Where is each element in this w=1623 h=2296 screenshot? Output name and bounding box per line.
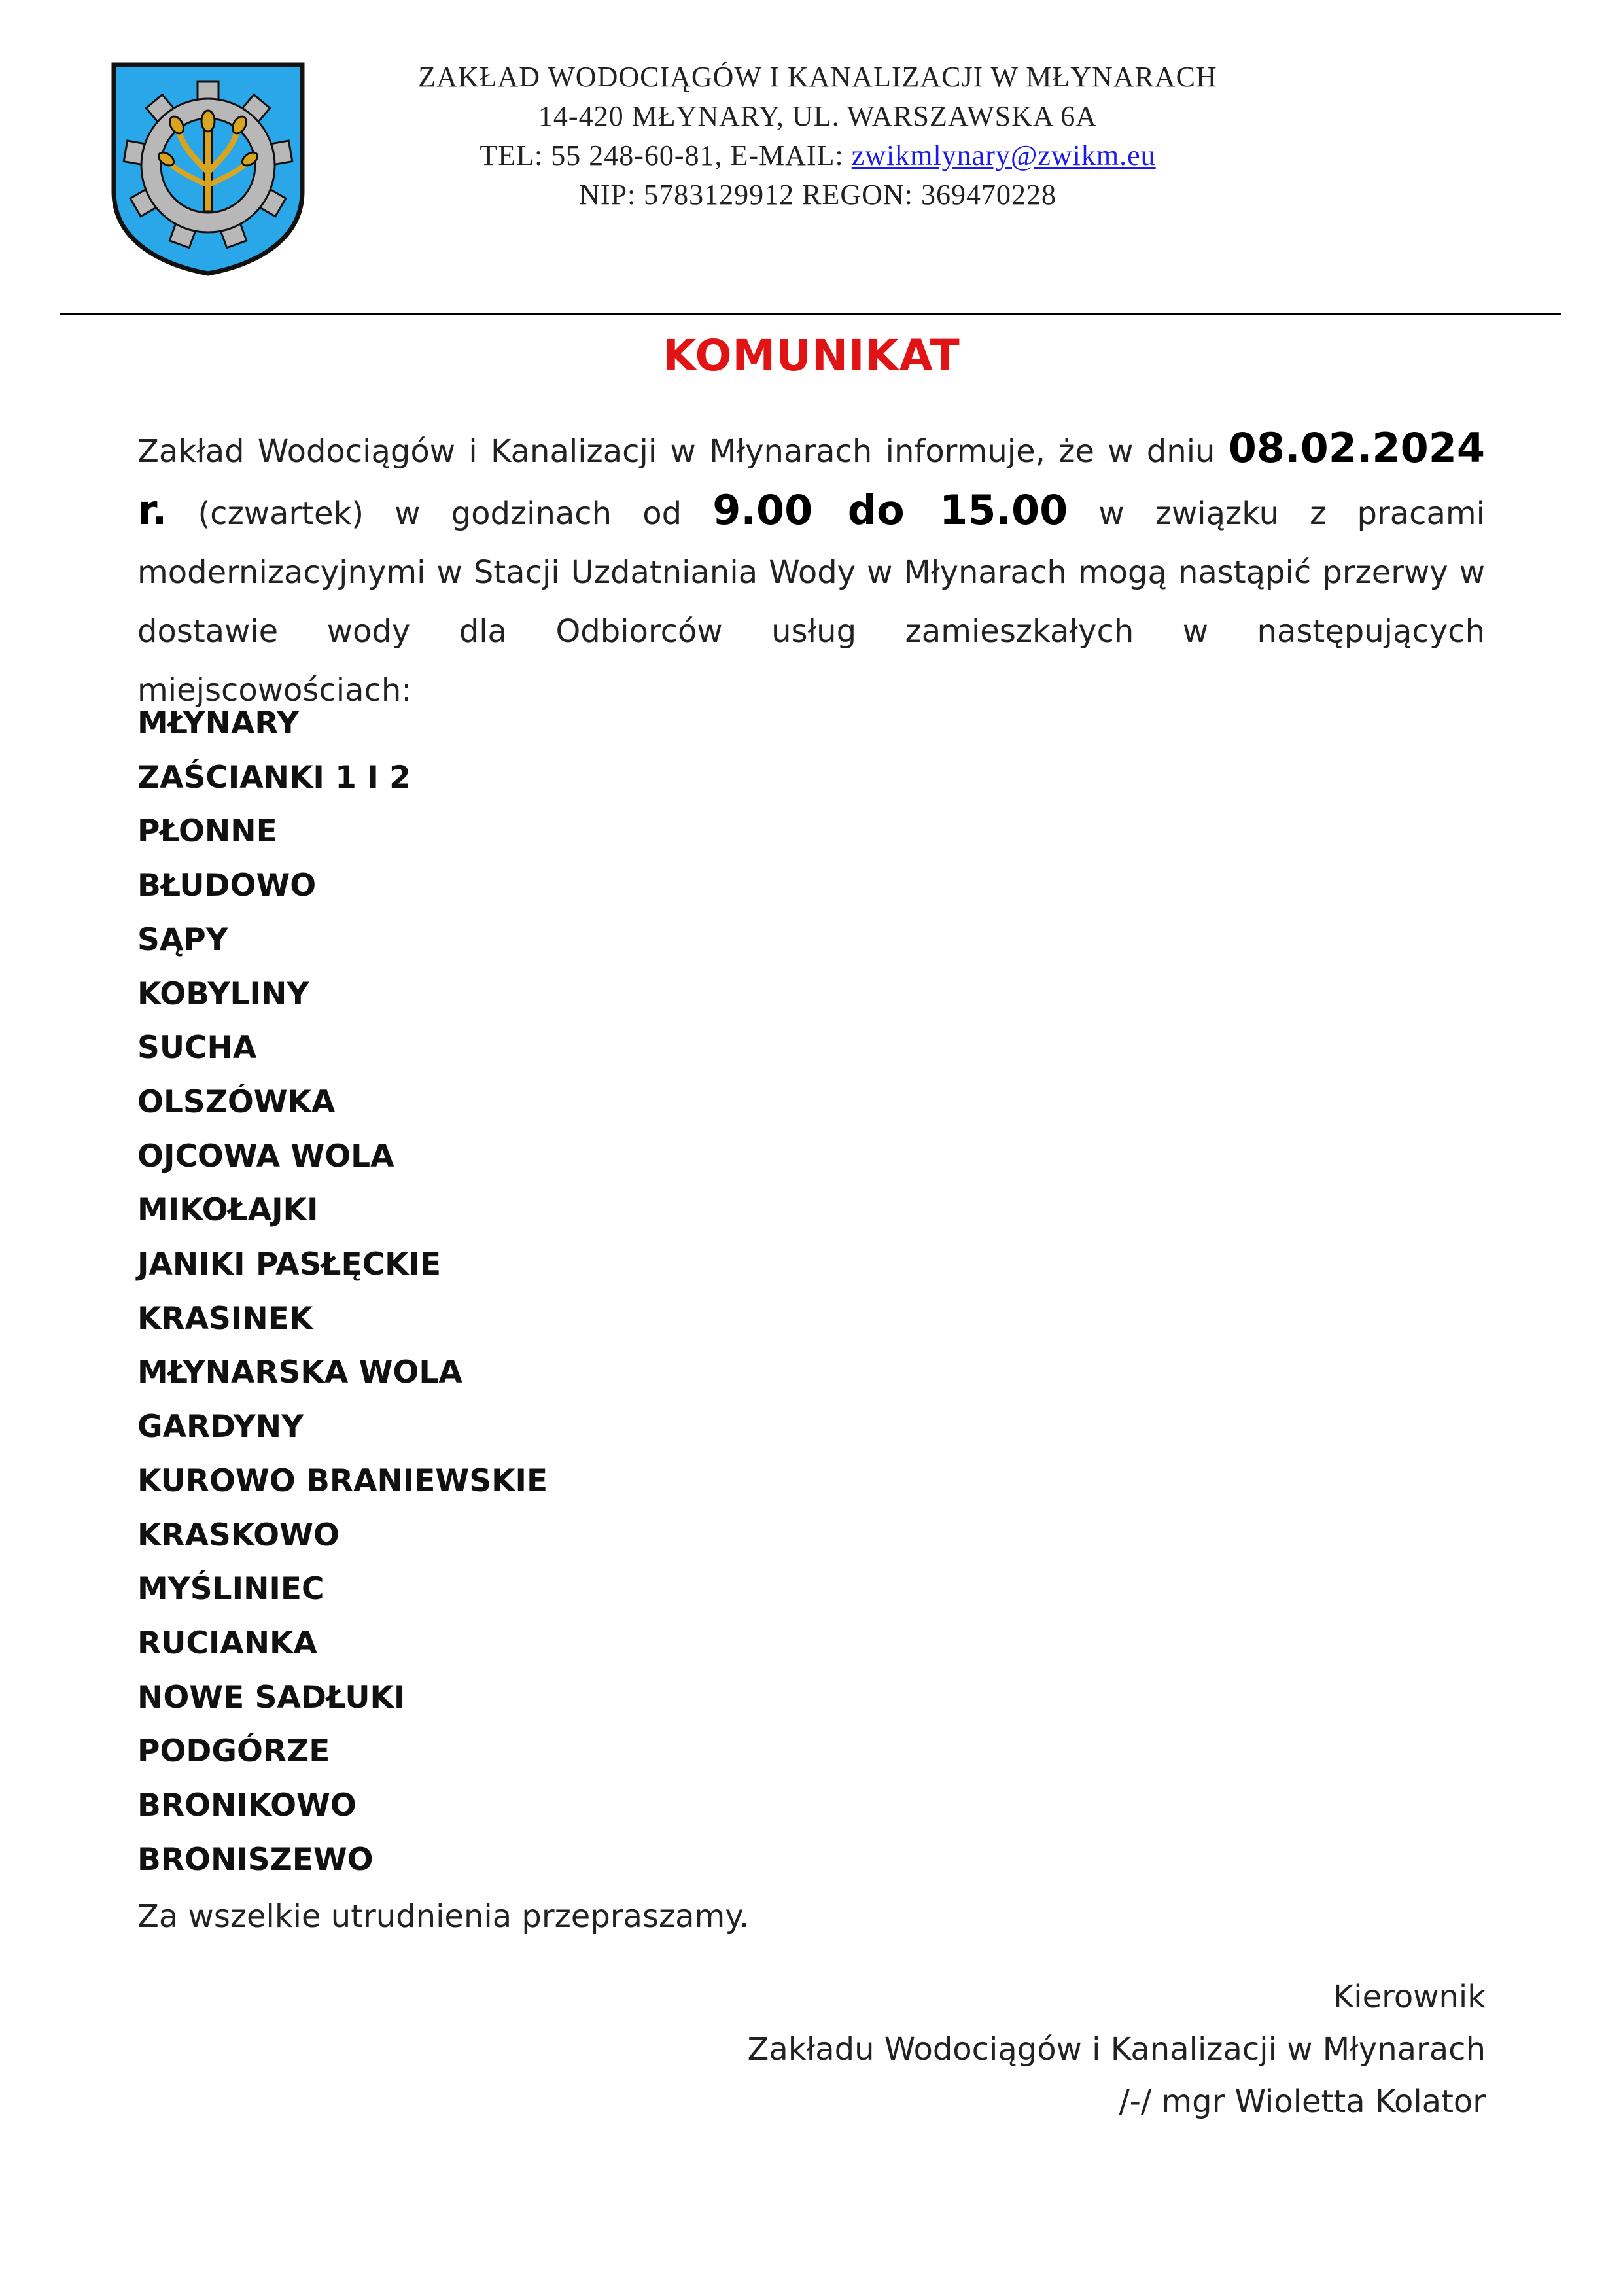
announcement-body: [137, 419, 1485, 720]
list-item: OLSZÓWKA: [137, 1084, 336, 1120]
town-list: [137, 697, 548, 1887]
list-item: SUCHA: [137, 1030, 257, 1067]
list-item: BRONISZEWO: [137, 1841, 374, 1878]
list-item: MŁYNARSKA WOLA: [137, 1354, 462, 1391]
coat-of-arms-icon: [110, 61, 306, 277]
list-item: JANIKI PASŁĘCKIE: [137, 1246, 442, 1283]
list-item: SĄPY: [137, 921, 228, 958]
list-item: GARDYNY: [137, 1409, 304, 1445]
list-item: BRONIKOWO: [137, 1788, 357, 1824]
signature-name: /-/ mgr Wioletta Kolator: [1119, 2083, 1486, 2120]
list-item: MYŚLINIEC: [137, 1571, 324, 1608]
body-intro: Zakład Wodociągów i Kanalizacji w Młynarach informuje, że w dniu: [137, 433, 1229, 470]
apology-line: Za wszelkie utrudnienia przepraszamy.: [137, 1898, 750, 1935]
document-title: KOMUNIKAT: [663, 330, 960, 381]
letterhead: [393, 58, 1243, 215]
list-item: PODGÓRZE: [137, 1733, 330, 1770]
signature-role: Kierownik: [1333, 1979, 1486, 2015]
outage-date: 08.02.2024 r.: [137, 424, 1485, 534]
list-item: MŁYNARY: [137, 705, 300, 741]
list-item: OJCOWA WOLA: [137, 1138, 394, 1174]
company-ids: NIP: 5783129912 REGON: 369470228: [579, 179, 1056, 211]
list-item: KOBYLINY: [137, 976, 309, 1012]
header-divider: [60, 313, 1561, 315]
list-item: PŁONNE: [137, 813, 277, 850]
list-item: RUCIANKA: [137, 1625, 317, 1661]
list-item: NOWE SADŁUKI: [137, 1679, 406, 1716]
list-item: KRASKOWO: [137, 1517, 340, 1553]
body-weekday: (czwartek) w godzinach od: [198, 495, 713, 532]
email-link[interactable]: zwikmlynary@zwikm.eu: [851, 139, 1156, 171]
contact-label: TEL: 55 248-60-81, E-MAIL:: [480, 139, 852, 171]
company-name: ZAKŁAD WODOCIĄGÓW I KANALIZACJI W MŁYNARACH: [418, 61, 1217, 93]
list-item: KUROWO BRANIEWSKIE: [137, 1462, 548, 1499]
list-item: BŁUDOWO: [137, 868, 317, 904]
list-item: KRASINEK: [137, 1300, 313, 1337]
list-item: ZAŚCIANKI 1 I 2: [137, 759, 411, 796]
signature-org: Zakładu Wodociągów i Kanalizacji w Młynarach: [747, 2031, 1486, 2068]
body-reason: w związku z pracami modernizacyjnymi w Stacji Uzdatniania Wody w Młynarach mogą nastąpić przerwy w dostawie wody dla Odbiorców usług zamieszkałych w następujących miejscowościach:: [137, 495, 1486, 709]
list-item: MIKOŁAJKI: [137, 1192, 319, 1229]
signature-block: [748, 1971, 1486, 2128]
company-contact: [393, 136, 1243, 175]
outage-hours: 9.00 do 15.00: [712, 486, 1068, 534]
company-address: 14-420 MŁYNARY, UL. WARSZAWSKA 6A: [538, 100, 1098, 132]
